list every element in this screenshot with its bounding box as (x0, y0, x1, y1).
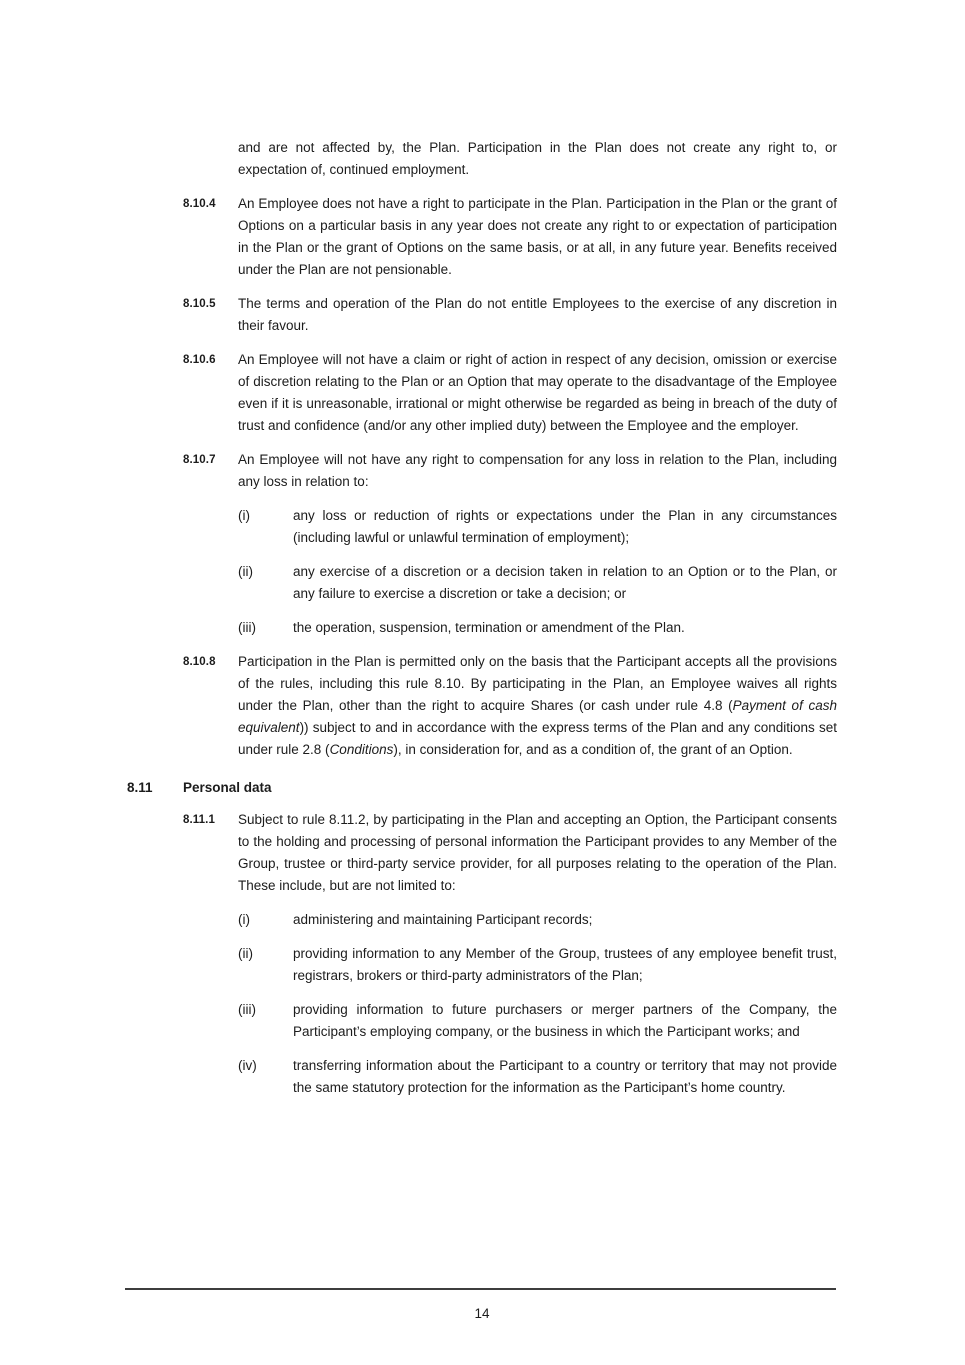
paragraph-continuation: and are not affected by, the Plan. Participation in the Plan does not create any right to, or expectation of, continued employment. (238, 140, 837, 177)
list-item-marker: (iii) (238, 620, 256, 635)
list-item-marker: (iv) (238, 1058, 257, 1073)
section-number: 8.11 (127, 780, 153, 795)
page-number: 14 (474, 1306, 490, 1321)
list-item-8-10-7-iii (127, 617, 837, 639)
rule-8-10-7 (127, 449, 837, 493)
rule-text: An Employee will not have a claim or right of action in respect of any decision, omission or exercise of discretion relating to the Plan or an Option that may operate to the disadvantage of the Employee even if it is unreasonable, irrational or might otherwise be regarded as being in breach of the duty of trust and confidence (and/or any other implied duty) between the Employee and the employer. (238, 352, 837, 433)
list-item-8-11-1-iii (127, 999, 837, 1043)
list-item-8-11-1-iv (127, 1055, 837, 1099)
rule-text: An Employee does not have a right to participate in the Plan. Participation in the Plan or the grant of Options on a particular basis in any year does not create any right to or expectation of participation in the Plan or the grant of Options on the same basis, or at all, in any future year. Benefits received under the Plan are not pensionable. (238, 196, 837, 277)
list-item-marker: (ii) (238, 564, 253, 579)
footer-divider (125, 1288, 836, 1290)
rule-8-11-1 (127, 809, 837, 897)
rule-number: 8.10.4 (183, 198, 216, 210)
rule-8-10-8 (127, 651, 837, 761)
list-item-text: providing information to future purchasers or merger partners of the Company, the Participant’s employing company, or the business in which the Participant works; and (293, 1002, 837, 1039)
list-item-text: administering and maintaining Participant records; (293, 912, 593, 927)
rule-number: 8.11.1 (183, 814, 215, 826)
list-item-marker: (ii) (238, 946, 253, 961)
section-heading-8-11 (127, 777, 837, 799)
rule-8-10-6 (127, 349, 837, 437)
list-item-marker: (i) (238, 912, 250, 927)
list-item-text: any loss or reduction of rights or expectations under the Plan in any circumstances (including lawful or unlawful termination of employment); (293, 508, 837, 545)
rule-number: 8.10.7 (183, 454, 216, 466)
list-item-8-10-7-ii (127, 561, 837, 605)
list-item-marker: (i) (238, 508, 250, 523)
list-item-8-10-7-i (127, 505, 837, 549)
page-content (127, 137, 837, 1111)
list-item-marker: (iii) (238, 1002, 256, 1017)
list-item-8-11-1-ii (127, 943, 837, 987)
rule-8-10-5 (127, 293, 837, 337)
rule-text: Subject to rule 8.11.2, by participating in the Plan and accepting an Option, the Participant consents to the holding and processing of personal information the Participant provides to any Member of the Group, trustee or third-party service provider, for all purposes relating to the operation of the Plan. These include, but are not limited to: (238, 812, 837, 893)
rule-text: An Employee will not have any right to compensation for any loss in relation to the Plan, including any loss in relation to: (238, 452, 837, 489)
section-title: Personal data (183, 780, 272, 795)
rule-8-10-4 (127, 193, 837, 281)
list-item-text: any exercise of a discretion or a decision taken in relation to an Option or to the Plan, or any failure to exercise a discretion or take a decision; or (293, 564, 837, 601)
list-item-text: transferring information about the Participant to a country or territory that may not provide the same statutory protection for the information as the Participant’s home country. (293, 1058, 837, 1095)
rule-number: 8.10.5 (183, 298, 216, 310)
rule-number: 8.10.6 (183, 354, 216, 366)
list-item-text: providing information to any Member of the Group, trustees of any employee benefit trust, registrars, brokers or third-party administrators of the Plan; (293, 946, 837, 983)
list-item-text: the operation, suspension, termination or amendment of the Plan. (293, 620, 685, 635)
rule-text: Participation in the Plan is permitted only on the basis that the Participant accepts all the provisions of the rules, including this rule 8.10. By participating in the Plan, an Employee waives all rights under the Plan, other than the right to acquire Shares (or cash under rule 4.8 (Payment of cash equivalent)) subject to and in accordance with the express terms of the Plan and any conditions set under rule 2.8 (Conditions), in consideration for, and as a condition of, the grant of an Option. (238, 654, 837, 757)
rule-number: 8.10.8 (183, 656, 216, 668)
rule-text: The terms and operation of the Plan do not entitle Employees to the exercise of any discretion in their favour. (238, 296, 837, 333)
list-item-8-11-1-i (127, 909, 837, 931)
